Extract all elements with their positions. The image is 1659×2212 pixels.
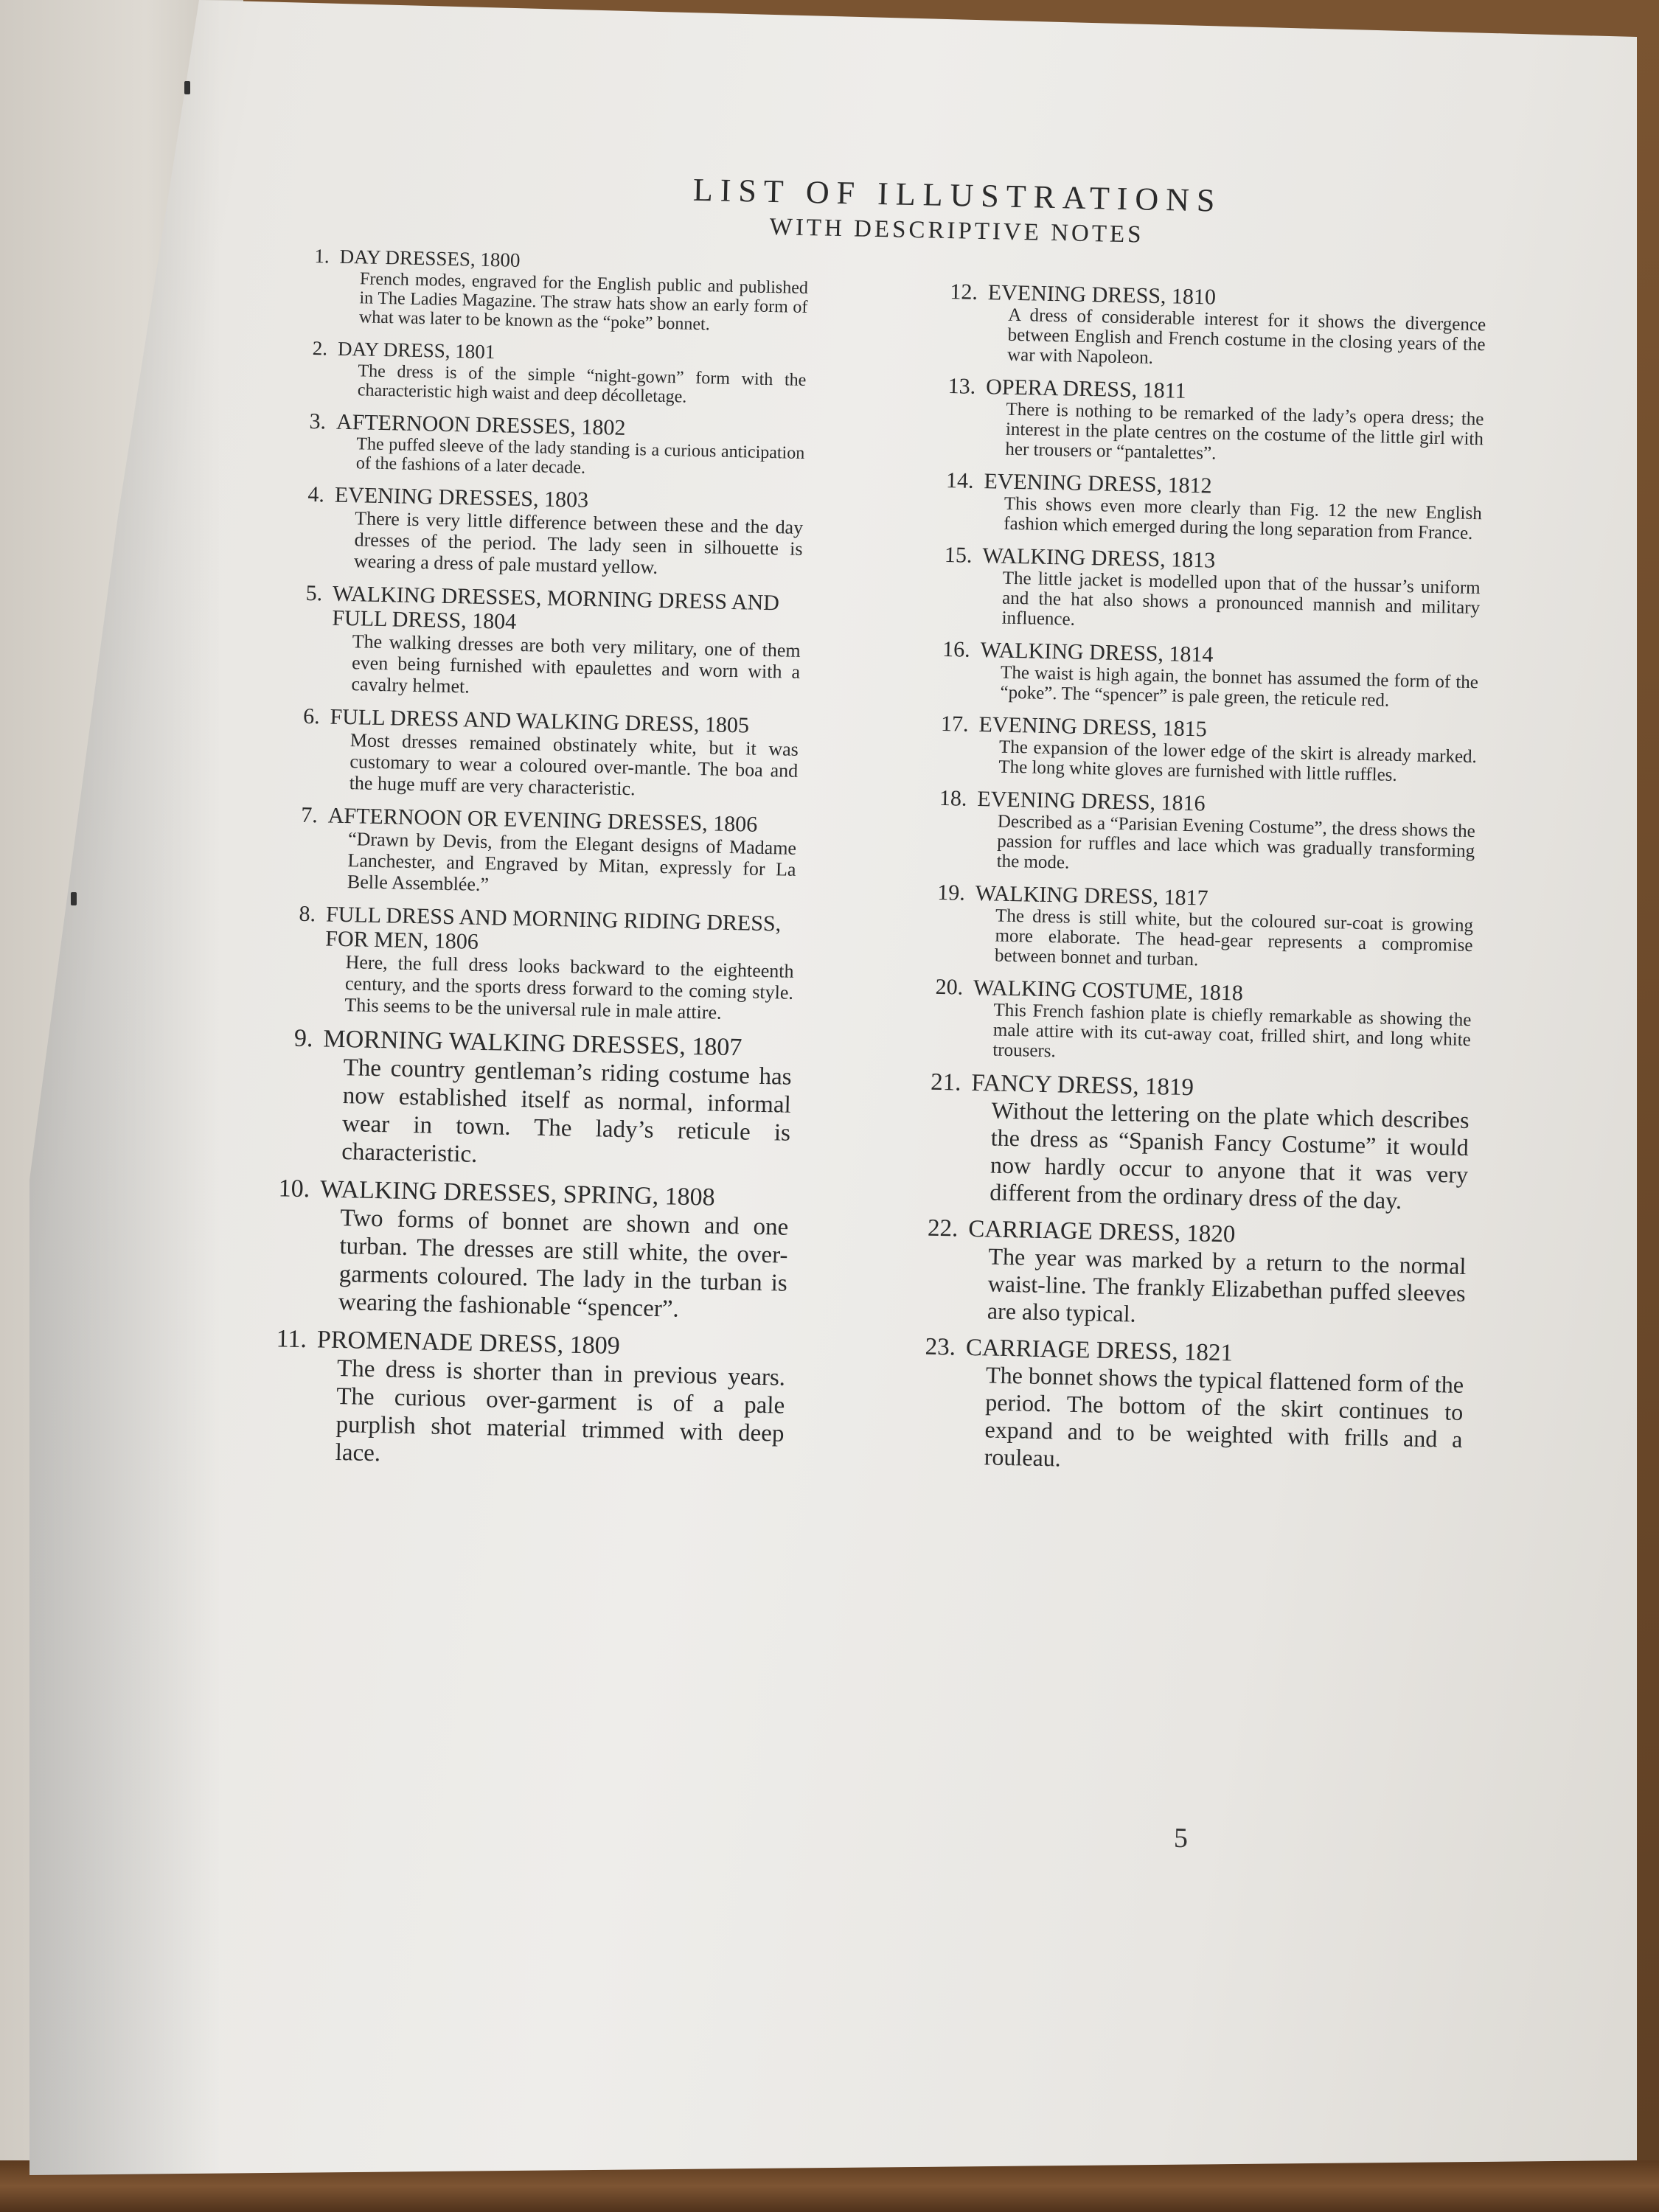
entry-title: WALKING DRESS, 1813 [982, 543, 1216, 573]
illustration-entry [268, 580, 801, 704]
entry-title: WALKING DRESSES, SPRING, 1808 [319, 1175, 716, 1211]
entry-note: The country gentleman’s riding costume has now established itself as normal, informal wear in town. The lady’s reticule is characteristic. [341, 1054, 792, 1168]
entry-title: OPERA DRESS, 1811 [985, 375, 1186, 403]
entry-note: The dress is of the simple “night-gown” form with the characteristic high waist and deep décolletage. [357, 361, 807, 407]
entry-number: 10. [278, 1175, 310, 1203]
entry-number: 2. [312, 336, 328, 360]
entry-title: FULL DRESS AND MORNING RIDING DRESS, FOR MEN, 1806 [324, 902, 782, 954]
entry-number: 9. [293, 1024, 313, 1053]
entry-title: EVENING DRESSES, 1803 [334, 482, 589, 512]
illustration-entry [912, 880, 1474, 975]
illustration-entry [276, 243, 809, 336]
page-content [247, 140, 1622, 1854]
entry-title: MORNING WALKING DRESSES, 1807 [323, 1025, 742, 1062]
entry-title: WALKING COSTUME, 1818 [973, 975, 1244, 1006]
entry-title: PROMENADE DRESS, 1809 [316, 1326, 621, 1360]
entry-note: The puffed sleeve of the lady standing is a curious anticipation of the fashions of a later decade. [355, 434, 805, 478]
illustration-entry [907, 1068, 1470, 1216]
entry-note: A dress of considerable interest for it shows the divergence between English and French costume in the closing years of the war with Napoleon. [1006, 305, 1486, 368]
illustration-entry [914, 785, 1475, 881]
entry-number: 23. [925, 1333, 956, 1361]
entry-number: 6. [302, 703, 320, 729]
entry-title: WALKING DRESS, 1817 [975, 880, 1208, 911]
illustration-entry [265, 802, 797, 902]
entry-title: CARRIAGE DRESS, 1821 [965, 1334, 1234, 1367]
entry-number: 5. [305, 580, 323, 606]
illustration-entry [275, 335, 807, 409]
illustration-entry [274, 408, 806, 482]
entry-number: 15. [944, 542, 973, 568]
illustration-entry [921, 467, 1483, 543]
entry-note: The dress is still white, but the coloured sur-coat is growing more elaborate. The head-gear represents a compromise between bonnet and turban. [994, 905, 1474, 970]
entry-number: 21. [930, 1068, 961, 1096]
entry-number: 4. [307, 481, 325, 507]
entry-note: “Drawn by Devis, from the Elegant designs of Madame Lanchester, and Engraved by Mitan, expressly for La Belle Assemblée.” [347, 828, 797, 896]
entry-note: Without the lettering on the plate which describes the dress as “Spanish Fancy Costume” it would now hardly occur to anyone that it was very different from the ordinary dress of the day. [989, 1096, 1470, 1214]
entry-note: French modes, engraved for the English public and published in The Ladies Magazine. The straw hats show an early form of what was later to be known as the “poke” bonnet. [358, 269, 809, 335]
entry-title: EVENING DRESS, 1812 [984, 469, 1212, 498]
entry-note: The waist is high again, the bonnet has assumed the form of the “poke”. The “spencer” is pale green, the reticule red. [1000, 662, 1479, 711]
illustration-entry [916, 711, 1478, 787]
illustration-entry [262, 901, 795, 1025]
entry-title: CARRIAGE DRESS, 1820 [967, 1215, 1236, 1248]
entry-title: WALKING DRESS, 1814 [980, 638, 1214, 667]
entry-number: 12. [950, 279, 978, 305]
entry-number: 20. [935, 974, 964, 1000]
entry-note: The dress is shorter than in previous years. The curious over-garment is of a pale purplish shot material trimmed with deep lace. [335, 1354, 786, 1467]
entry-number: 3. [309, 408, 327, 434]
entry-number: 22. [927, 1214, 959, 1242]
illustration-entry [259, 1024, 793, 1175]
entry-title: WALKING DRESSES, MORNING DRESS AND FULL DRESS, 1804 [332, 581, 780, 634]
entry-number: 19. [936, 880, 966, 905]
illustration-entry [925, 279, 1486, 375]
illustration-entry [922, 373, 1484, 469]
entry-note: There is nothing to be remarked of the lady’s opera dress; the interest in the plate centres on the costume of the little girl with her trousers or “pantalettes”. [1005, 399, 1484, 464]
entry-title: EVENING DRESS, 1815 [978, 712, 1208, 742]
entry-number: 18. [939, 785, 967, 811]
illustration-entry [266, 703, 799, 803]
illustration-entry [252, 1325, 786, 1476]
entry-number: 17. [940, 711, 969, 737]
page-subtitle: WITH DESCRIPTIVE NOTES [769, 213, 1144, 248]
entry-note: Most dresses remained obstinately white, but it was customary to wear a coloured over-mantle. The boa and the huge muff are very characteristic. [349, 729, 799, 800]
binding-mark [184, 81, 190, 94]
entry-number: 16. [942, 636, 971, 662]
illustration-entry [256, 1175, 790, 1326]
illustration-entry [271, 481, 804, 581]
illustration-entry [910, 974, 1472, 1070]
left-column [252, 243, 809, 1486]
entry-title: DAY DRESSES, 1800 [339, 245, 521, 271]
entry-note: The bonnet shows the typical flattened form of the period. The bottom of the skirt continues to expand and to be weighted with frills and a rouleau. [984, 1361, 1464, 1472]
entry-note: The year was marked by a return to the normal waist-line. The frankly Elizabethan puffed sleeves are also typical. [987, 1242, 1467, 1327]
entry-title: FANCY DRESS, 1819 [971, 1069, 1194, 1102]
entry-title: DAY DRESS, 1801 [337, 337, 495, 364]
entry-number: 13. [947, 374, 976, 399]
entry-title: FULL DRESS AND WALKING DRESS, 1805 [330, 704, 750, 738]
entry-title: EVENING DRESS, 1810 [987, 280, 1217, 310]
entry-note: The little jacket is modelled upon that of the hussar’s uniform and the hat also shows a pronounced mannish and military influence. [1001, 568, 1481, 630]
illustration-entry [919, 542, 1481, 638]
entry-number: 11. [276, 1325, 307, 1354]
page-title: LIST OF ILLUSTRATIONS [692, 171, 1222, 219]
binding-mark [71, 892, 77, 905]
illustration-entry [901, 1333, 1464, 1481]
entry-note: The expansion of the lower edge of the skirt is already marked. The long white gloves are furnished with little ruffles. [998, 737, 1478, 785]
entry-note: Described as a “Parisian Evening Costume”, the dress shows the passion for ruffles and lace which was gradually transforming the mode. [996, 811, 1476, 873]
entry-number: 14. [945, 468, 974, 493]
right-column [901, 279, 1486, 1491]
entry-note: The walking dresses are both very military, one of them even being furnished with epaulettes and worn with a cavalry helmet. [351, 630, 801, 698]
entry-note: Two forms of bonnet are shown and one turban. The dresses are still white, the over-garments coloured. The lady in the turban is wearing the fashionable “spencer”. [338, 1205, 789, 1323]
illustration-entry [905, 1214, 1467, 1335]
entry-title: AFTERNOON OR EVENING DRESSES, 1806 [327, 803, 758, 837]
entry-number: 8. [299, 901, 316, 927]
entry-title: AFTERNOON DRESSES, 1802 [335, 409, 626, 440]
entry-note: This French fashion plate is chiefly remarkable as showing the male attire with its cut-away coat, frilled shirt, and long white trousers. [992, 1000, 1472, 1062]
entry-number: 1. [314, 245, 330, 268]
page-number: 5 [1173, 1822, 1189, 1854]
illustration-entry [917, 636, 1479, 712]
entry-title: EVENING DRESS, 1816 [977, 787, 1206, 816]
entry-note: Here, the full dress looks backward to the eighteenth century, and the sports dress forward to the coming style. This seems to be the universal rule in male attire. [344, 951, 794, 1023]
entry-note: This shows even more clearly than Fig. 12 the new English fashion which emerged during the long separation from France. [1004, 493, 1483, 543]
entry-number: 7. [300, 802, 319, 828]
entry-note: There is very little difference between these and the day dresses of the period. The lady seen in silhouette is wearing a dress of pale mustard yellow. [353, 507, 804, 578]
